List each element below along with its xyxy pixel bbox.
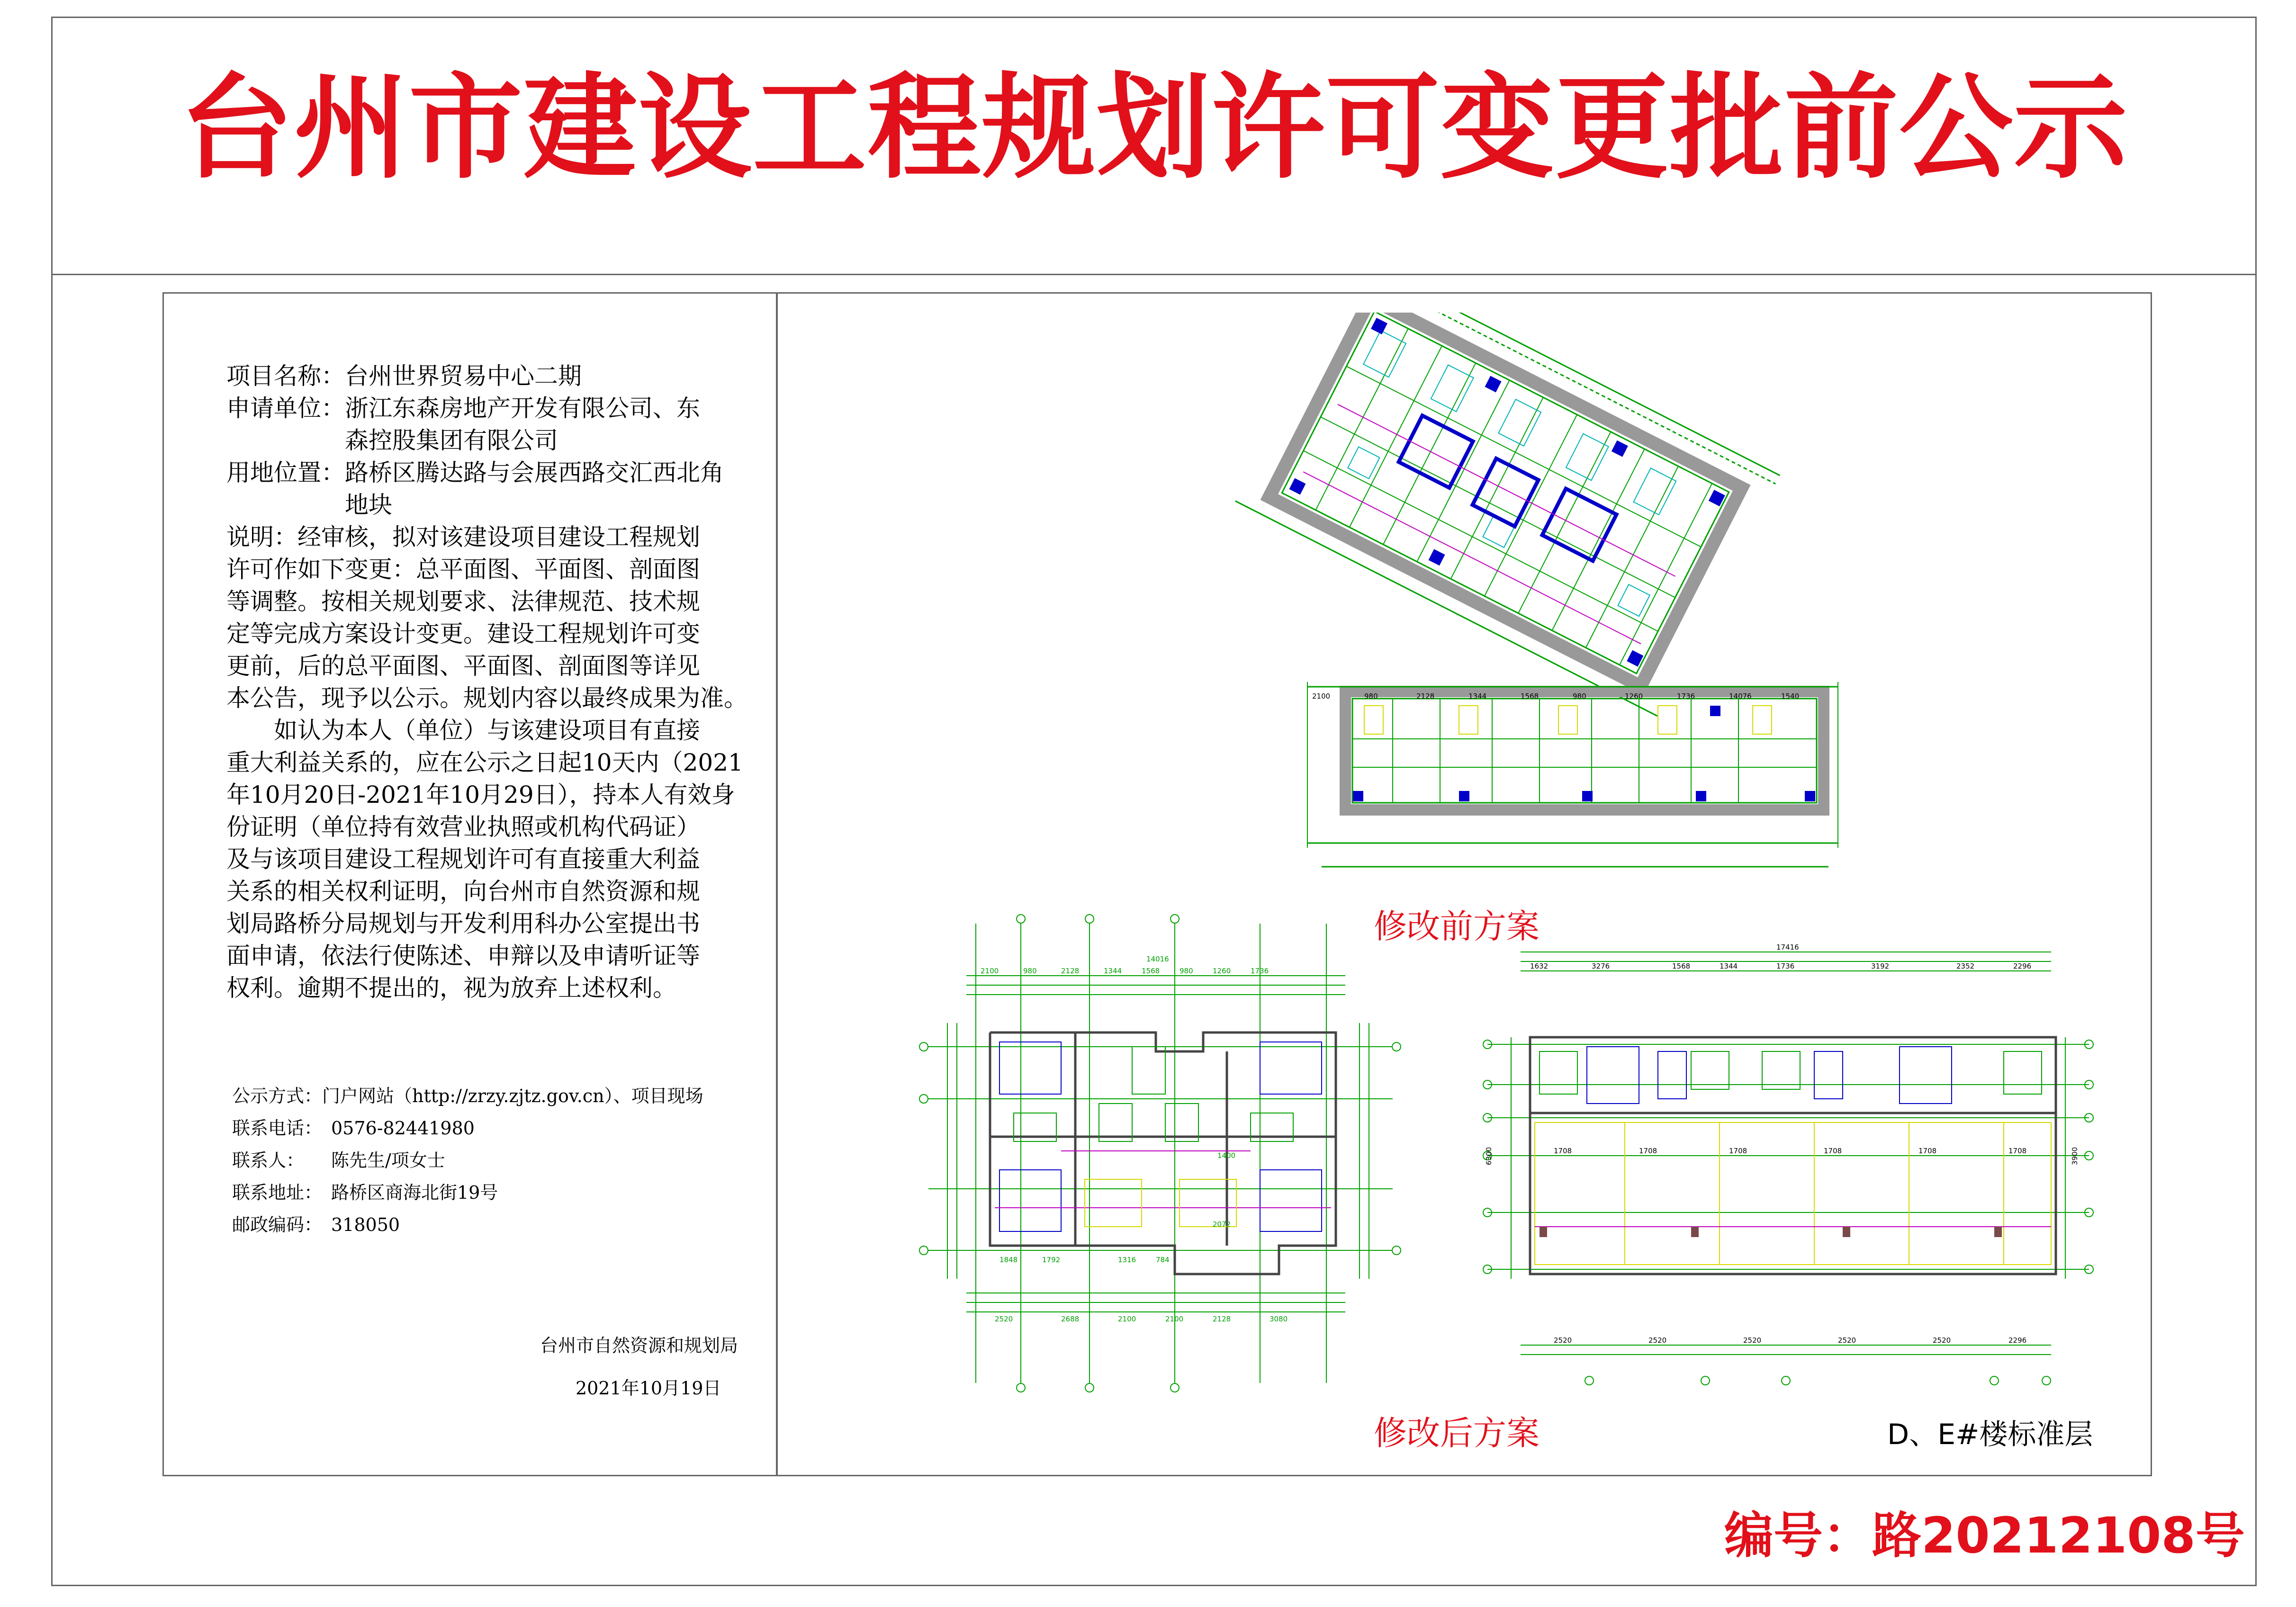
description-line: 等调整。按相关规划要求、法律规范、技术规 <box>226 588 700 615</box>
description-line: 面申请，依法行使陈述、申辩以及申请听证等 <box>226 942 700 970</box>
before-plan-tower <box>1235 313 1780 716</box>
dimension-label: 2520 <box>1838 1336 1856 1345</box>
dimension-label: 1708 <box>1918 1147 1937 1155</box>
axis-markers <box>919 915 1401 1392</box>
dimension-label: 1632 <box>1530 962 1549 970</box>
dimension-label: 784 <box>1156 1256 1170 1264</box>
contact-info <box>232 1080 703 1241</box>
publicity-method: 公示方式：门户网站（http://zrzy.zjtz.gov.cn）、项目现场 <box>232 1086 703 1106</box>
dimension-label: 2520 <box>995 1315 1013 1323</box>
dimension-label: 1316 <box>1118 1256 1136 1264</box>
dimension-label: 1344 <box>1104 967 1122 975</box>
dimension-label: 1260 <box>1625 692 1643 700</box>
dimension-label: 980 <box>1573 692 1586 700</box>
contact-person: 联系人： 陈先生/项女士 <box>232 1150 445 1171</box>
dimension-label: 14076 <box>1729 692 1752 700</box>
dimension-label: 6300 <box>1485 1147 1493 1165</box>
dimension-label: 1400 <box>1217 1151 1236 1160</box>
contact-phone: 联系电话： 0576-82441980 <box>232 1118 475 1139</box>
project-info <box>226 360 747 1004</box>
floor-label: D、E#楼标准层 <box>1887 1418 2093 1451</box>
description-line: 如认为本人（单位）与该建设项目有直接 <box>226 717 700 744</box>
description-line: 许可作如下变更：总平面图、平面图、剖面图 <box>226 556 700 583</box>
title-separator <box>51 274 2257 275</box>
dimension-label: 2100 <box>1165 1315 1184 1323</box>
dimension-label: 1708 <box>1824 1147 1842 1155</box>
before-plan-dimension-row <box>1307 687 1828 706</box>
notice-serial-number: 编号：路20212108号 <box>1724 1507 2245 1564</box>
contact-postcode: 邮政编码： 318050 <box>232 1214 400 1235</box>
dimension-label: 1708 <box>1729 1147 1747 1155</box>
caption-before-plan: 修改前方案 <box>1374 907 1540 946</box>
before-plan-podium <box>1307 682 1838 867</box>
dimension-label: 1344 <box>1720 962 1738 970</box>
description-line: 及与该项目建设工程规划许可有直接重大利益 <box>226 845 700 873</box>
axis-grid <box>1483 952 2093 1385</box>
dimension-label: 2520 <box>1554 1336 1572 1345</box>
location-line-1: 用地位置：路桥区腾达路与会展西路交汇西北角 <box>226 459 724 486</box>
dimension-label: 1344 <box>1468 692 1487 700</box>
description-line: 划局路桥分局规划与开发利用科办公室提出书 <box>226 910 700 937</box>
description-line: 权利。逾期不提出的，视为放弃上述权利。 <box>226 974 676 1002</box>
description-line: 重大利益关系的，应在公示之日起10天内（2021 <box>226 749 743 776</box>
after-plan-left-drawing <box>919 914 1402 1397</box>
after-plan-right-drawing <box>1483 943 2094 1388</box>
dimension-label: 1260 <box>1213 967 1231 975</box>
project-name: 项目名称：台州世界贸易中心二期 <box>226 362 582 390</box>
description-line: 年10月20日-2021年10月29日），持本人有效身 <box>226 781 735 808</box>
dimension-label: 2128 <box>1061 967 1080 975</box>
dimension-label: 2520 <box>1933 1336 1951 1345</box>
after-plan-left-walls <box>990 1032 1336 1274</box>
applicant-line-1: 申请单位：浙江东森房地产开发有限公司、东 <box>226 395 700 422</box>
applicant-line-2: 森控股集团有限公司 <box>226 427 558 454</box>
dimension-label: 2520 <box>1648 1336 1667 1345</box>
dimension-label: 2128 <box>1213 1315 1231 1323</box>
dimension-label: 3276 <box>1592 962 1610 970</box>
description-line: 份证明（单位持有效营业执照或机构代码证） <box>226 813 700 841</box>
dimension-label: 2100 <box>981 967 999 975</box>
description-line: 说明：经审核，拟对该建设项目建设工程规划 <box>226 523 700 551</box>
dimension-label: 2100 <box>1312 692 1331 700</box>
after-plan-left-dimensions <box>981 955 1288 1323</box>
dimension-label: 1708 <box>2008 1147 2027 1155</box>
dimension-label: 980 <box>1364 692 1378 700</box>
description-line: 关系的相关权利证明，向台州市自然资源和规 <box>226 878 700 905</box>
dimension-label: 1848 <box>999 1256 1018 1264</box>
issuer-org: 台州市自然资源和规划局 <box>540 1335 738 1356</box>
contact-address: 联系地址： 路桥区商海北街19号 <box>232 1182 498 1203</box>
dimension-label: 2352 <box>1956 962 1975 970</box>
dimension-label: 2100 <box>1118 1315 1136 1323</box>
dimension-label: 17416 <box>1776 943 1799 952</box>
dimension-label: 3080 <box>1270 1315 1288 1323</box>
after-plan-right-dimensions <box>1485 943 2079 1345</box>
description-line: 本公告，现予以公示。规划内容以最终成果为准。 <box>226 684 747 712</box>
dimension-label: 1568 <box>1142 967 1160 975</box>
dimension-label: 1568 <box>1521 692 1539 700</box>
dimension-label: 14016 <box>1146 955 1169 963</box>
dimension-label: 980 <box>1023 967 1037 975</box>
issue-date: 2021年10月19日 <box>576 1378 721 1399</box>
before-plan-drawing <box>1165 313 1847 900</box>
location-line-2: 地块 <box>226 491 392 519</box>
caption-after-plan: 修改后方案 <box>1374 1414 1540 1453</box>
description-line: 更前，后的总平面图、平面图、剖面图等详见 <box>226 652 700 680</box>
dimension-label: 1792 <box>1042 1256 1061 1264</box>
description-line: 定等完成方案设计变更。建设工程规划许可变 <box>226 620 700 647</box>
dimension-label: 1708 <box>1554 1147 1572 1155</box>
notice-title: 台州市建设工程规划许可变更批前公示 <box>179 62 2128 194</box>
dimension-label: 1540 <box>1781 692 1800 700</box>
dimension-label: 1568 <box>1672 962 1691 970</box>
dimension-label: 2296 <box>2008 1336 2027 1345</box>
dimension-label: 1736 <box>1251 967 1269 975</box>
dimension-label: 3192 <box>1871 962 1890 970</box>
dimension-label: 3900 <box>2071 1147 2079 1165</box>
dimension-label: 1736 <box>1677 692 1695 700</box>
dimension-label: 1736 <box>1776 962 1795 970</box>
dimension-label: 1708 <box>1639 1147 1657 1155</box>
dimension-label: 980 <box>1180 967 1193 975</box>
dimension-label: 2128 <box>1416 692 1435 700</box>
dimension-label: 2296 <box>2013 962 2032 970</box>
dimension-label: 2520 <box>1743 1336 1762 1345</box>
dimension-label: 2072 <box>1213 1220 1231 1229</box>
dimension-label: 2688 <box>1061 1315 1080 1323</box>
